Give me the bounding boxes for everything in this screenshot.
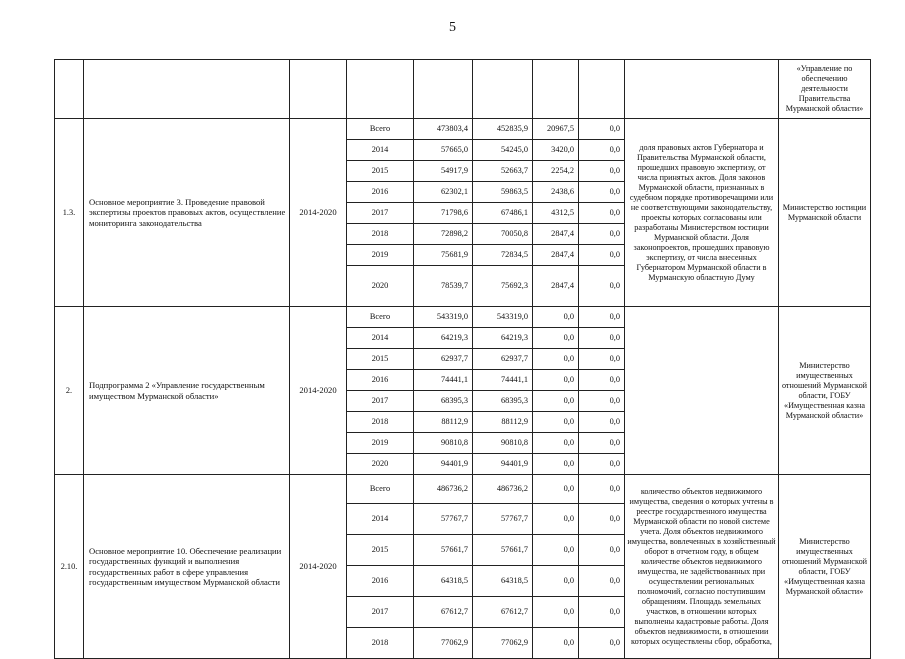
federal-value: 4312,5: [533, 203, 579, 224]
total-value: 473803,4: [414, 119, 473, 140]
regional-value: 94401,9: [473, 454, 533, 475]
federal-value: 0,0: [533, 391, 579, 412]
item-name: Основное мероприятие 3. Проведение правовой экспертизы проектов правовых актов, осуществление мониторинга законодательства: [84, 119, 290, 307]
table-row: [55, 475, 871, 504]
year-label: Всего: [347, 475, 414, 504]
other-value: 0,0: [579, 328, 625, 349]
regional-value: 72834,5: [473, 245, 533, 266]
year-label: 2019: [347, 245, 414, 266]
regional-value: 74441,1: [473, 370, 533, 391]
empty-cell: [414, 60, 473, 119]
total-value: 64318,5: [414, 566, 473, 597]
other-value: 0,0: [579, 370, 625, 391]
total-value: 74441,1: [414, 370, 473, 391]
other-value: 0,0: [579, 182, 625, 203]
federal-value: 0,0: [533, 566, 579, 597]
federal-value: 2847,4: [533, 266, 579, 307]
total-value: 88112,9: [414, 412, 473, 433]
total-value: 71798,6: [414, 203, 473, 224]
year-label: 2017: [347, 391, 414, 412]
regional-value: 57767,7: [473, 504, 533, 535]
regional-value: 77062,9: [473, 628, 533, 659]
total-value: 486736,2: [414, 475, 473, 504]
indicator-cell: доля правовых актов Губернатора и Правительства Мурманской области, прошедших правовую экспертизу, от числа принятых актов. Доля законов Мурманской области, признанных в судебном порядке противоречащими или не соответствующими законодательству, проекты которых согласованы или разработаны Министерством юстиции Мурманской области. Доля законопроектов, прошедших правовую экспертизу, от числа внесенных Губернатором Мурманской области в Мурманскую областную Думу: [625, 119, 779, 307]
total-value: 67612,7: [414, 597, 473, 628]
federal-value: 2438,6: [533, 182, 579, 203]
year-label: 2016: [347, 566, 414, 597]
other-value: 0,0: [579, 119, 625, 140]
other-value: 0,0: [579, 307, 625, 328]
other-value: 0,0: [579, 475, 625, 504]
indicator-cell: [625, 307, 779, 475]
year-label: 2017: [347, 203, 414, 224]
federal-value: 0,0: [533, 370, 579, 391]
other-value: 0,0: [579, 454, 625, 475]
responsible-cell: Министерство имущественных отношений Мурманской области, ГОБУ «Имущественная казна Мурманской области»: [779, 307, 871, 475]
item-period: 2014-2020: [290, 307, 347, 475]
other-value: 0,0: [579, 433, 625, 454]
total-value: 68395,3: [414, 391, 473, 412]
total-value: 54917,9: [414, 161, 473, 182]
federal-value: 2254,2: [533, 161, 579, 182]
federal-value: 0,0: [533, 597, 579, 628]
regional-value: 52663,7: [473, 161, 533, 182]
federal-value: 2847,4: [533, 224, 579, 245]
federal-value: 0,0: [533, 628, 579, 659]
total-value: 75681,9: [414, 245, 473, 266]
table-row: [55, 119, 871, 140]
year-label: 2015: [347, 161, 414, 182]
total-value: 78539,7: [414, 266, 473, 307]
regional-value: 68395,3: [473, 391, 533, 412]
empty-cell: [84, 60, 290, 119]
other-value: 0,0: [579, 535, 625, 566]
total-value: 62302,1: [414, 182, 473, 203]
federal-value: 0,0: [533, 307, 579, 328]
other-value: 0,0: [579, 349, 625, 370]
federal-value: 0,0: [533, 328, 579, 349]
federal-value: 0,0: [533, 535, 579, 566]
total-value: 64219,3: [414, 328, 473, 349]
year-label: 2016: [347, 182, 414, 203]
year-label: 2015: [347, 349, 414, 370]
year-label: 2014: [347, 140, 414, 161]
total-value: 62937,7: [414, 349, 473, 370]
item-name: Подпрограмма 2 «Управление государственным имуществом Мурманской области»: [84, 307, 290, 475]
item-period: 2014-2020: [290, 475, 347, 659]
federal-value: 2847,4: [533, 245, 579, 266]
other-value: 0,0: [579, 224, 625, 245]
item-number: 2.10.: [55, 475, 84, 659]
empty-cell: [290, 60, 347, 119]
total-value: 57767,7: [414, 504, 473, 535]
regional-value: 57661,7: [473, 535, 533, 566]
federal-value: 0,0: [533, 504, 579, 535]
regional-value: 452835,9: [473, 119, 533, 140]
total-value: 57661,7: [414, 535, 473, 566]
year-label: 2020: [347, 454, 414, 475]
item-number: 1.3.: [55, 119, 84, 307]
responsible-cell: Министерство имущественных отношений Мурманской области, ГОБУ «Имущественная казна Мурманской области»: [779, 475, 871, 659]
total-value: 94401,9: [414, 454, 473, 475]
regional-value: 64219,3: [473, 328, 533, 349]
regional-value: 54245,0: [473, 140, 533, 161]
total-value: 77062,9: [414, 628, 473, 659]
year-label: 2015: [347, 535, 414, 566]
financing-table: [54, 59, 871, 659]
empty-cell: [625, 60, 779, 119]
federal-value: 0,0: [533, 349, 579, 370]
table-row: [55, 60, 871, 119]
regional-value: 543319,0: [473, 307, 533, 328]
year-label: 2018: [347, 224, 414, 245]
other-value: 0,0: [579, 203, 625, 224]
responsible-cell: Министерство юстиции Мурманской области: [779, 119, 871, 307]
responsible-cell: «Управление по обеспечению деятельности Правительства Мурманской области»: [779, 60, 871, 119]
regional-value: 59863,5: [473, 182, 533, 203]
other-value: 0,0: [579, 597, 625, 628]
total-value: 90810,8: [414, 433, 473, 454]
year-label: 2019: [347, 433, 414, 454]
regional-value: 67612,7: [473, 597, 533, 628]
year-label: 2017: [347, 597, 414, 628]
other-value: 0,0: [579, 391, 625, 412]
other-value: 0,0: [579, 628, 625, 659]
federal-value: 0,0: [533, 454, 579, 475]
regional-value: 486736,2: [473, 475, 533, 504]
empty-cell: [473, 60, 533, 119]
regional-value: 75692,3: [473, 266, 533, 307]
page-number: 5: [449, 20, 456, 35]
year-label: Всего: [347, 119, 414, 140]
total-value: 72898,2: [414, 224, 473, 245]
regional-value: 62937,7: [473, 349, 533, 370]
regional-value: 90810,8: [473, 433, 533, 454]
total-value: 57665,0: [414, 140, 473, 161]
table-row: [55, 307, 871, 328]
year-label: 2014: [347, 504, 414, 535]
other-value: 0,0: [579, 266, 625, 307]
other-value: 0,0: [579, 161, 625, 182]
year-label: 2018: [347, 628, 414, 659]
regional-value: 70050,8: [473, 224, 533, 245]
year-label: 2020: [347, 266, 414, 307]
other-value: 0,0: [579, 504, 625, 535]
empty-cell: [579, 60, 625, 119]
other-value: 0,0: [579, 245, 625, 266]
year-label: Всего: [347, 307, 414, 328]
year-label: 2018: [347, 412, 414, 433]
federal-value: 0,0: [533, 412, 579, 433]
empty-cell: [533, 60, 579, 119]
federal-value: 20967,5: [533, 119, 579, 140]
empty-cell: [55, 60, 84, 119]
other-value: 0,0: [579, 412, 625, 433]
item-number: 2.: [55, 307, 84, 475]
other-value: 0,0: [579, 140, 625, 161]
year-label: 2016: [347, 370, 414, 391]
federal-value: 3420,0: [533, 140, 579, 161]
year-label: 2014: [347, 328, 414, 349]
item-period: 2014-2020: [290, 119, 347, 307]
total-value: 543319,0: [414, 307, 473, 328]
item-name: Основное мероприятие 10. Обеспечение реализации государственных функций и выполнения государственных работ в сфере управления государственным имуществом Мурманской области: [84, 475, 290, 659]
regional-value: 88112,9: [473, 412, 533, 433]
federal-value: 0,0: [533, 475, 579, 504]
indicator-cell: количество объектов недвижимого имущества, сведения о которых учтены в реестре государственного имущества Мурманской области по новой системе учета. Доля объектов недвижимого имущества, вовлеченных в хозяйственный оборот в отчетном году, в общем количестве объектов недвижимого имущества, не задействованных при осуществлении региональных полномочий, согласно поступившим обращениям. Площадь земельных участков, в отношении которых выполнены кадастровые работы. Доля объектов недвижимости, в отношении которых осуществлены сбор, обработка,: [625, 475, 779, 659]
federal-value: 0,0: [533, 433, 579, 454]
regional-value: 67486,1: [473, 203, 533, 224]
regional-value: 64318,5: [473, 566, 533, 597]
other-value: 0,0: [579, 566, 625, 597]
empty-cell: [347, 60, 414, 119]
